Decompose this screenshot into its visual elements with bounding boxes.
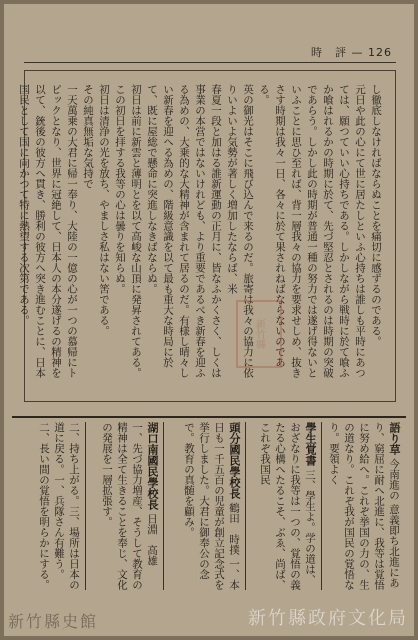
column-title: 湖口南國民學校長 (146, 422, 159, 510)
column-body: 三、學生よ。学の道は、おざなりに我等は一つの、覚悟の義たる心構へたるこそ、ぶゑ、尚ば、これぞ我国民 (259, 422, 316, 590)
column-title: 學生覚書 (304, 422, 317, 466)
column-block (166, 422, 242, 590)
running-header: 時 評 — 126 (311, 46, 392, 59)
article-paragraph: 一天萬乗の大君に帰一奉り、大陸の一億の心が一つの慕帰にトピックとなり、世界に冠絶して、日本人の本分遂げるの精神を以て、銃後の彼方へ貫き、勝利の彼方へ突き進むことに、日本国民として国に向かつて特に熱望する次第である。 (18, 84, 78, 378)
article-paragraph: 春夏一段と加はる誰新運動の正月に、皆なふかくさく、しくは事業の本営ではないけれども、より重要であるべき新春を迎ふる為めの、大乗的な大精神が含まれて居るのだ。有様し晴々しい新春を迎へる為めの、階級意識を以て最も重大な時局に於て、既に屋総で懸命に突進しなきばならぬ。 (146, 84, 222, 378)
column-title: 語り草 (388, 422, 401, 455)
column-title: 頭分國民學校長 (228, 422, 241, 499)
column-subtitle: 今南進の (388, 458, 400, 501)
archive-watermark-right: 新竹縣政府文化局 (248, 608, 408, 629)
section-divider (12, 416, 406, 418)
column-body: 意義即ち北進にあり、窮屈に耐へ北進に、我等は覚悟に努め給へ。これぞ挙国の力の、生の道なり。これぞ我が国民の覚悟なり。要領よく (328, 422, 400, 590)
column-rule (245, 422, 246, 590)
article-body (18, 84, 384, 384)
column-block (88, 422, 160, 590)
column-rule (321, 422, 322, 590)
watermark-stamp: 新竹縣 (236, 300, 282, 368)
column-block (248, 422, 318, 590)
column-body: 一、本日も一千五百の児童が創立記念式を挙行しました。大君に御奉公の念で。教育の真髄を顧み。 (183, 422, 240, 590)
article-paragraph: 英の御光はそこに飛び込んで来るのだ。旅寄は我々の協力に依りいよいよ気勢が著しく増加したならば、米 (226, 84, 254, 378)
column-body: 一、先づ協力増産、そうして教育の精神は全て生きることを奉じ、文化の発展を一層拡張す。 (101, 422, 143, 590)
article-paragraph: 初日は前に新雲と薄明とを以て高峻な山頂に発昇されてある。この初日を拝する我等の心は曇りを知らぬ。 (114, 84, 142, 378)
lower-columns-area (16, 422, 402, 590)
article-paragraph: その純真無垢な気持で (82, 84, 94, 189)
archive-watermark-left: 新竹縣史館 (8, 612, 99, 631)
column-block (18, 422, 82, 590)
article-paragraph: 初日は清浄の光を放ち、やましさ私はない筈である。 (98, 84, 110, 336)
column-block (324, 422, 402, 590)
column-subtitle: 鶴田 時撲 (228, 502, 240, 555)
scanned-page (4, 4, 414, 636)
article-paragraph: し徹底しなければならぬことを痛切に感ずるのである。 (370, 84, 382, 347)
column-rule (163, 422, 164, 590)
column-rule (85, 422, 86, 590)
header-rule (24, 62, 396, 63)
column-body: 二、持ち上がる。三、場所は日本の道に戻る。一、兵隊さん有難う。二、長い間の覚悟を明らかにする。 (38, 422, 80, 590)
article-paragraph: 元日や此の心にて世に居たしといふ心持ちは誰しも平時にあつては、願つていい心持ちである。しかしながら戦時に於て喰ふか喰はれるかの時期に於て、先づ堅忍とされるのは時期の突破であらう。しかし此の時期が普通一種の努力では遂げ得ないといふことに思ひ至れば、背一層我々の協力を要求せしめ、抜きさす時期は我々一日、各々に於て果されねばならないのである。 (258, 84, 366, 378)
column-subtitle: 日淵 高雄 (146, 513, 158, 566)
